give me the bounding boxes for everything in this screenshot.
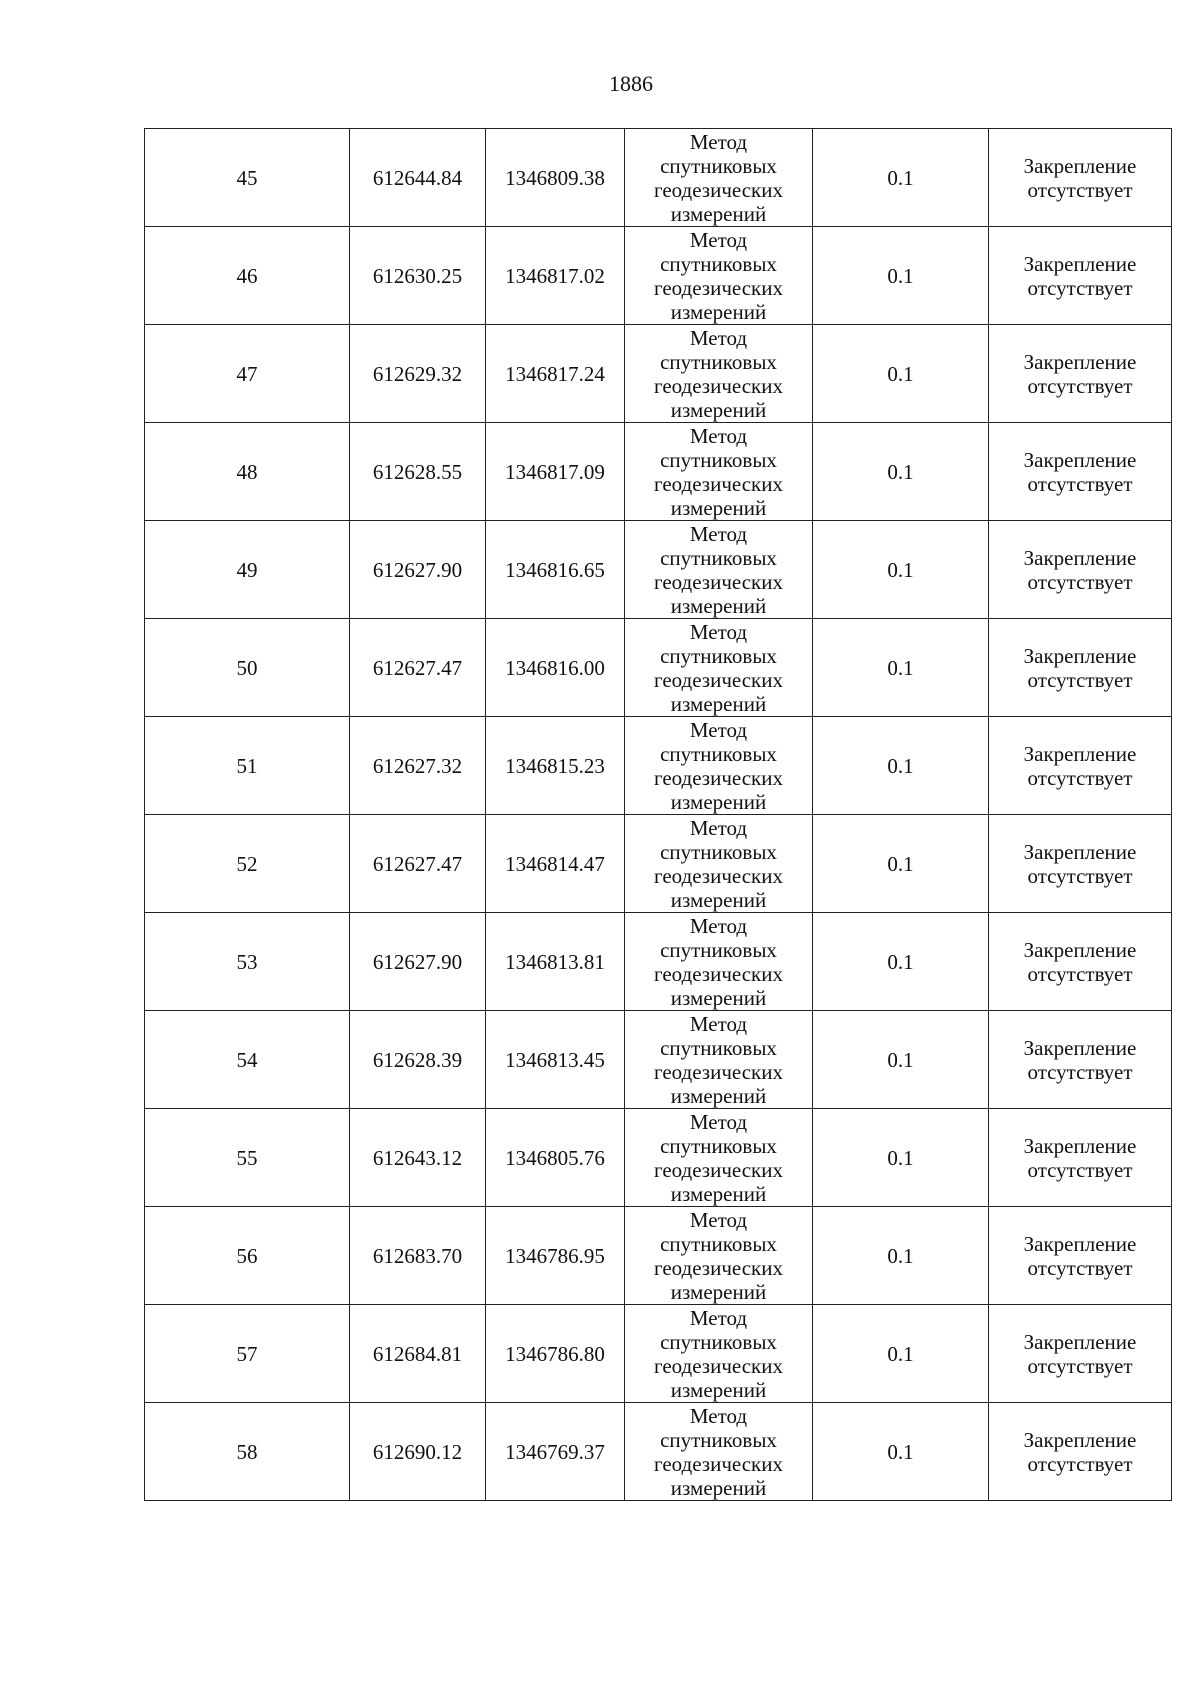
fixing-line: отсутствует [1027,1059,1133,1084]
method-line: геодезических [653,177,783,202]
fixing-line: отсутствует [1027,1353,1133,1378]
accuracy-cell: 0.1 [813,619,989,717]
fixing-line: отсутствует [1027,961,1133,986]
fixing-line: отсутствует [1027,373,1133,398]
method-line: геодезических [653,275,783,300]
point-number-cell: 56 [145,1207,350,1305]
fixing-line: Закрепление [1023,741,1137,766]
method-line: Метод [689,1109,748,1134]
method-line: спутниковых [660,447,777,472]
method-cell [625,717,813,815]
method-line: спутниковых [660,251,777,276]
table-row [145,815,1172,913]
method-line: спутниковых [660,643,777,668]
table-row [145,227,1172,325]
y-coordinate-cell: 1346805.76 [486,1109,625,1207]
fixing-cell [989,913,1172,1011]
method-line: геодезических [653,373,783,398]
method-line: геодезических [653,1451,783,1476]
x-coordinate-cell: 612627.90 [350,913,486,1011]
accuracy-cell: 0.1 [813,1305,989,1403]
method-cell [625,913,813,1011]
x-coordinate-cell: 612627.90 [350,521,486,619]
y-coordinate-cell: 1346816.65 [486,521,625,619]
method-cell [625,227,813,325]
fixing-cell [989,1011,1172,1109]
fixing-line: Закрепление [1023,251,1137,276]
method-line: измерений [670,495,767,520]
y-coordinate-cell: 1346813.81 [486,913,625,1011]
fixing-cell [989,1109,1172,1207]
method-line: Метод [689,913,748,938]
x-coordinate-cell: 612684.81 [350,1305,486,1403]
accuracy-cell: 0.1 [813,1403,989,1501]
fixing-line: Закрепление [1023,937,1137,962]
x-coordinate-cell: 612627.47 [350,815,486,913]
method-cell [625,1011,813,1109]
method-line: измерений [670,789,767,814]
coordinates-table [144,128,1172,1501]
method-line: геодезических [653,1059,783,1084]
point-number-cell: 46 [145,227,350,325]
method-cell [625,815,813,913]
method-line: измерений [670,691,767,716]
method-line: геодезических [653,863,783,888]
method-line: Метод [689,1305,748,1330]
fixing-line: Закрепление [1023,1231,1137,1256]
fixing-line: отсутствует [1027,471,1133,496]
table-row [145,1403,1172,1501]
accuracy-cell: 0.1 [813,227,989,325]
method-line: геодезических [653,569,783,594]
x-coordinate-cell: 612628.39 [350,1011,486,1109]
method-line: геодезических [653,765,783,790]
fixing-line: Закрепление [1023,1133,1137,1158]
method-line: геодезических [653,1353,783,1378]
point-number-cell: 57 [145,1305,350,1403]
accuracy-cell: 0.1 [813,1207,989,1305]
method-line: спутниковых [660,1427,777,1452]
method-line: Метод [689,521,748,546]
table-row [145,325,1172,423]
table-row [145,423,1172,521]
method-line: измерений [670,1377,767,1402]
fixing-cell [989,1305,1172,1403]
x-coordinate-cell: 612630.25 [350,227,486,325]
method-line: геодезических [653,961,783,986]
fixing-cell [989,619,1172,717]
fixing-line: Закрепление [1023,839,1137,864]
x-coordinate-cell: 612644.84 [350,129,486,227]
x-coordinate-cell: 612643.12 [350,1109,486,1207]
accuracy-cell: 0.1 [813,1109,989,1207]
page-number: 1886 [609,71,653,96]
y-coordinate-cell: 1346769.37 [486,1403,625,1501]
method-line: геодезических [653,1255,783,1280]
method-line: измерений [670,1083,767,1108]
method-line: измерений [670,1475,767,1500]
y-coordinate-cell: 1346809.38 [486,129,625,227]
table-row [145,1109,1172,1207]
table-row [145,521,1172,619]
method-line: измерений [670,397,767,422]
method-line: Метод [689,815,748,840]
point-number-cell: 48 [145,423,350,521]
method-cell [625,423,813,521]
method-cell [625,521,813,619]
y-coordinate-cell: 1346817.24 [486,325,625,423]
method-cell [625,1403,813,1501]
y-coordinate-cell: 1346817.02 [486,227,625,325]
point-number-cell: 58 [145,1403,350,1501]
method-line: спутниковых [660,153,777,178]
table-row [145,1011,1172,1109]
method-line: измерений [670,201,767,226]
table-row [145,913,1172,1011]
fixing-line: Закрепление [1023,153,1137,178]
method-cell [625,1207,813,1305]
method-line: Метод [689,227,748,252]
method-cell [625,325,813,423]
fixing-line: Закрепление [1023,447,1137,472]
x-coordinate-cell: 612690.12 [350,1403,486,1501]
table-row [145,717,1172,815]
accuracy-cell: 0.1 [813,913,989,1011]
y-coordinate-cell: 1346816.00 [486,619,625,717]
fixing-cell [989,1403,1172,1501]
method-line: измерений [670,593,767,618]
point-number-cell: 47 [145,325,350,423]
method-line: Метод [689,423,748,448]
fixing-line: отсутствует [1027,765,1133,790]
method-line: Метод [689,717,748,742]
fixing-line: Закрепление [1023,643,1137,668]
method-line: спутниковых [660,741,777,766]
fixing-cell [989,325,1172,423]
method-line: спутниковых [660,1231,777,1256]
method-line: спутниковых [660,1035,777,1060]
method-cell [625,1109,813,1207]
y-coordinate-cell: 1346814.47 [486,815,625,913]
point-number-cell: 54 [145,1011,350,1109]
table-row [145,619,1172,717]
fixing-cell [989,423,1172,521]
table-row [145,129,1172,227]
fixing-line: отсутствует [1027,667,1133,692]
point-number-cell: 55 [145,1109,350,1207]
point-number-cell: 53 [145,913,350,1011]
method-cell [625,619,813,717]
method-line: измерений [670,887,767,912]
point-number-cell: 49 [145,521,350,619]
accuracy-cell: 0.1 [813,717,989,815]
fixing-line: Закрепление [1023,1329,1137,1354]
fixing-cell [989,129,1172,227]
method-line: Метод [689,1011,748,1036]
method-line: спутниковых [660,839,777,864]
fixing-line: отсутствует [1027,1255,1133,1280]
fixing-line: отсутствует [1027,177,1133,202]
accuracy-cell: 0.1 [813,423,989,521]
fixing-line: отсутствует [1027,1451,1133,1476]
accuracy-cell: 0.1 [813,325,989,423]
fixing-cell [989,717,1172,815]
method-line: спутниковых [660,937,777,962]
point-number-cell: 50 [145,619,350,717]
fixing-line: отсутствует [1027,863,1133,888]
fixing-line: Закрепление [1023,545,1137,570]
x-coordinate-cell: 612683.70 [350,1207,486,1305]
accuracy-cell: 0.1 [813,129,989,227]
x-coordinate-cell: 612627.47 [350,619,486,717]
method-line: спутниковых [660,1133,777,1158]
x-coordinate-cell: 612629.32 [350,325,486,423]
fixing-line: Закрепление [1023,349,1137,374]
method-line: Метод [689,1207,748,1232]
y-coordinate-cell: 1346786.95 [486,1207,625,1305]
fixing-cell [989,1207,1172,1305]
fixing-line: Закрепление [1023,1035,1137,1060]
fixing-cell [989,815,1172,913]
accuracy-cell: 0.1 [813,521,989,619]
fixing-line: Закрепление [1023,1427,1137,1452]
x-coordinate-cell: 612627.32 [350,717,486,815]
y-coordinate-cell: 1346786.80 [486,1305,625,1403]
method-cell [625,129,813,227]
table-row [145,1305,1172,1403]
fixing-line: отсутствует [1027,1157,1133,1182]
method-cell [625,1305,813,1403]
method-line: Метод [689,325,748,350]
accuracy-cell: 0.1 [813,815,989,913]
y-coordinate-cell: 1346817.09 [486,423,625,521]
point-number-cell: 45 [145,129,350,227]
fixing-cell [989,521,1172,619]
x-coordinate-cell: 612628.55 [350,423,486,521]
method-line: геодезических [653,471,783,496]
method-line: спутниковых [660,349,777,374]
method-line: спутниковых [660,545,777,570]
accuracy-cell: 0.1 [813,1011,989,1109]
fixing-cell [989,227,1172,325]
y-coordinate-cell: 1346815.23 [486,717,625,815]
coordinates-table-body [145,129,1172,1501]
table-row [145,1207,1172,1305]
method-line: геодезических [653,1157,783,1182]
method-line: Метод [689,129,748,154]
method-line: измерений [670,985,767,1010]
method-line: измерений [670,1279,767,1304]
point-number-cell: 51 [145,717,350,815]
method-line: спутниковых [660,1329,777,1354]
point-number-cell: 52 [145,815,350,913]
method-line: геодезических [653,667,783,692]
fixing-line: отсутствует [1027,569,1133,594]
method-line: измерений [670,299,767,324]
method-line: Метод [689,619,748,644]
fixing-line: отсутствует [1027,275,1133,300]
method-line: Метод [689,1403,748,1428]
y-coordinate-cell: 1346813.45 [486,1011,625,1109]
method-line: измерений [670,1181,767,1206]
